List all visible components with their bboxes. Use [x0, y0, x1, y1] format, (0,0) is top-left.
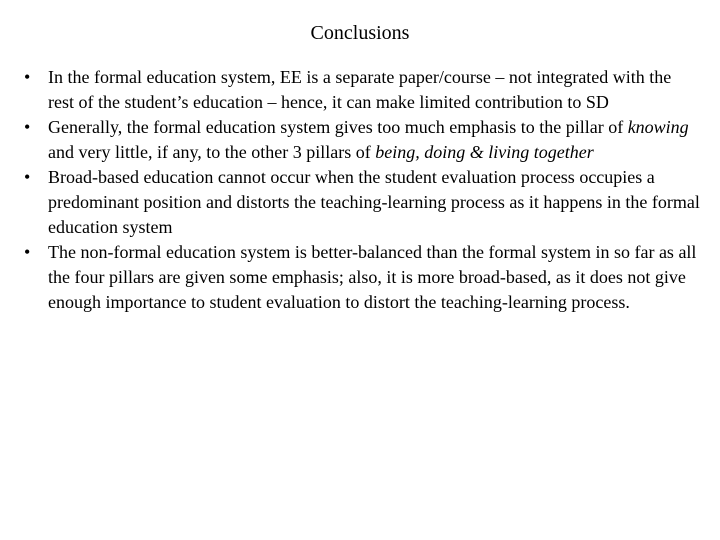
bullet-list — [24, 65, 700, 315]
bullet-text-segment: and very little, if any, to the other 3 pillars of — [48, 142, 376, 162]
bullet-text-segment: Broad-based education cannot occur when the student evaluation process occupies a predominant position and distorts the teaching-learning process as it happens in the formal education system — [48, 167, 700, 237]
bullet-item-2 — [24, 115, 700, 165]
bullet-item-1 — [24, 65, 700, 115]
bullet-text-segment: Generally, the formal education system gives too much emphasis to the pillar of — [48, 117, 628, 137]
bullet-item-4 — [24, 240, 700, 315]
bullet-icon: • — [24, 117, 31, 137]
bullet-text-segment: In the formal education system, EE is a separate paper/course – not integrated with the rest of the student’s education – hence, it can make limited contribution to SD — [48, 67, 672, 112]
bullet-icon: • — [24, 67, 31, 87]
bullet-icon: • — [24, 167, 31, 187]
bullet-text — [48, 165, 700, 240]
bullet-item-3 — [24, 165, 700, 240]
bullet-text-emphasis: being, doing & living together — [375, 142, 594, 162]
bullet-text-emphasis: knowing — [627, 117, 689, 137]
bullet-icon: • — [24, 242, 31, 262]
bullet-text — [48, 240, 700, 315]
bullet-text — [48, 115, 700, 165]
bullet-text-segment: The non-formal education system is better-balanced than the formal system in so far as all the four pillars are given some emphasis; also, it is more broad-based, as it does not give enough importance to student evaluation to distort the teaching-learning process. — [48, 242, 697, 312]
slide-title: Conclusions — [310, 22, 410, 44]
bullet-text — [48, 65, 700, 115]
